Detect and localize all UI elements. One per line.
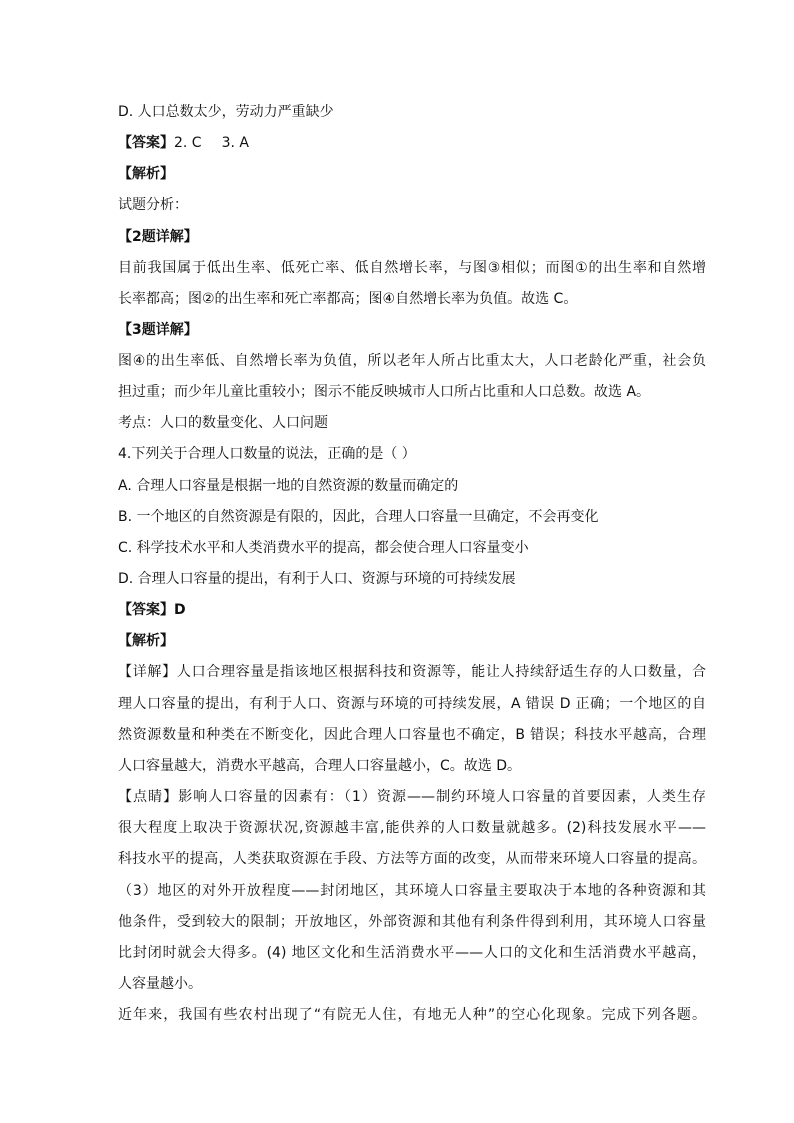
q4-stem: 4.下列关于合理人口数量的说法，正确的是（ ） — [118, 446, 416, 462]
detail-line: 理人口容量的提出，有利于人口、资源与环境的可持续发展，A 错误 D 正确；一个地区的自 — [118, 696, 706, 712]
q2-detail-label: 【2题详解】 — [118, 229, 198, 245]
detail-line: 【详解】人口合理容量是指该地区根据科技和资源等，能让人持续舒适生存的人口数量，合 — [118, 664, 706, 680]
q3-detail-line: 图④的出生率低、自然增长率为负值，所以老年人所占比重太大，人口老龄化严重，社会负 — [118, 353, 706, 369]
answer-2: 2. C — [174, 135, 202, 151]
analysis-label-1: 【解析】 — [118, 166, 174, 182]
tips-line: （3）地区的对外开放程度——封闭地区，其环境人口容量主要取决于本地的各种资源和其 — [118, 883, 706, 899]
tips-line: 科技水平的提高，人类获取资源在手段、方法等方面的改变，从而带来环境人口容量的提高。 — [118, 851, 706, 867]
q2-detail-line: 目前我国属于低出生率、低死亡率、低自然增长率，与图③相似；而图①的出生率和自然增 — [118, 260, 706, 276]
q4-option-a: A. 合理人口容量是根据一地的自然资源的数量而确定的 — [118, 478, 459, 494]
tips-line: 比封闭时就会大得多。(4) 地区文化和生活消费水平——人口的文化和生活消费水平越高， — [118, 945, 706, 961]
q1-option-d: D. 人口总数太少，劳动力严重缺少 — [118, 104, 334, 120]
tips-line: 很大程度上取决于资源状况,资源越丰富,能供养的人口数量就越多。(2)科技发展水平—— — [118, 820, 706, 836]
answer-label: 【答案】 — [118, 135, 174, 151]
detail-line: 人口容量越大，消费水平越高，合理人口容量越小，C。故选 D。 — [118, 758, 522, 774]
tips-line: 他条件，受到较大的限制；开放地区，外部资源和其他有利条件得到利用，其环境人口容量 — [118, 914, 706, 930]
answer-line-2: 【答案】D — [118, 602, 186, 618]
answer-line-1 — [118, 133, 706, 153]
q3-detail-line: 担过重；而少年儿童比重较小；图示不能反映城市人口所占比重和人口总数。故选 A。 — [118, 384, 651, 400]
q4-option-c: C. 科学技术水平和人类消费水平的提高，都会使合理人口容量变小 — [118, 540, 529, 556]
tips-line: 【点睛】影响人口容量的因素有：（1）资源——制约环境人口容量的首要因素，人类生存 — [118, 789, 706, 805]
tips-line: 人容量越小。 — [118, 976, 202, 992]
kaodian: 考点：人口的数量变化、人口问题 — [118, 415, 328, 431]
next-question-intro: 近年来，我国有些农村出现了“有院无人住，有地无人种”的空心化现象。完成下列各题。 — [118, 1007, 706, 1023]
answer-3: 3. A — [221, 135, 249, 151]
analysis-intro: 试题分析： — [118, 197, 188, 213]
detail-line: 然资源数量和种类在不断变化，因此合理人口容量也不确定，B 错误；科技水平越高，合理 — [118, 727, 706, 743]
q4-option-d: D. 合理人口容量的提出，有利于人口、资源与环境的可持续发展 — [118, 571, 516, 587]
q4-option-b: B. 一个地区的自然资源是有限的，因此，合理人口容量一旦确定，不会再变化 — [118, 509, 599, 525]
q2-detail-line: 长率都高；图②的出生率和死亡率都高；图④自然增长率为负值。故选 C。 — [118, 291, 578, 307]
analysis-label-2: 【解析】 — [118, 633, 174, 649]
q3-detail-label: 【3题详解】 — [118, 322, 198, 338]
